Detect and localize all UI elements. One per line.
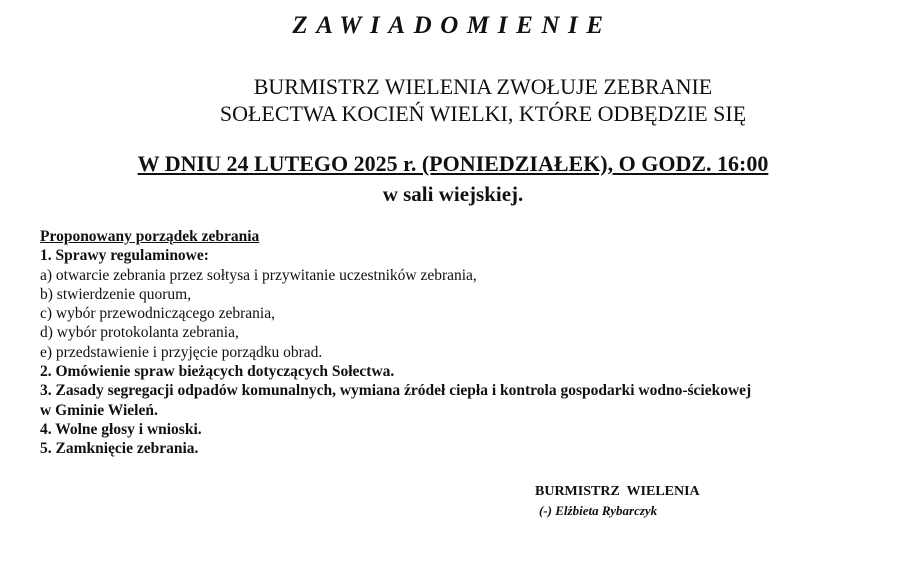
agenda-section xyxy=(40,227,890,459)
agenda-item-3-line-1: 3. Zasady segregacji odpadów komunalnych, wymiana źródeł ciepła i kontrola gospodarki wodno-ściekowej xyxy=(40,382,752,400)
meeting-date-line: W DNIU 24 LUTEGO 2025 r. (PONIEDZIAŁEK), O GODZ. 16:00 xyxy=(137,151,769,176)
signature-role: BURMISTRZ WIELENIA xyxy=(535,484,700,499)
meeting-place-line: w sali wiejskiej. xyxy=(382,182,524,206)
signature-block xyxy=(535,482,700,520)
intro-line-1: BURMISTRZ WIELENIA ZWOŁUJE ZEBRANIE xyxy=(253,74,713,99)
agenda-item-1: 1. Sprawy regulaminowe: xyxy=(40,247,209,265)
intro-line-2: SOŁECTWA KOCIEŃ WIELKI, KTÓRE ODBĘDZIE SIĘ xyxy=(219,101,747,126)
agenda-item-3-line-2: w Gminie Wieleń. xyxy=(40,401,158,419)
agenda-subitem-a: a) otwarcie zebrania przez sołtysa i przywitanie uczestników zebrania, xyxy=(40,266,477,284)
agenda-item-4: 4. Wolne głosy i wnioski. xyxy=(40,420,202,438)
agenda-item-2: 2. Omówienie spraw bieżących dotyczących Sołectwa. xyxy=(40,363,395,381)
agenda-subitem-c: c) wybór przewodniczącego zebrania, xyxy=(40,305,275,323)
agenda-heading: Proponowany porządek zebrania xyxy=(40,228,260,245)
document-title: ZAWIADOMIENIE xyxy=(292,12,612,39)
agenda-subitem-d: d) wybór protokolanta zebrania, xyxy=(40,324,239,342)
agenda-subitem-b: b) stwierdzenie quorum, xyxy=(40,285,192,303)
agenda-item-5: 5. Zamknięcie zebrania. xyxy=(40,440,199,458)
agenda-subitem-e: e) przedstawienie i przyjęcie porządku obrad. xyxy=(40,343,323,361)
signature-name: (-) Elżbieta Rybarczyk xyxy=(539,503,658,518)
